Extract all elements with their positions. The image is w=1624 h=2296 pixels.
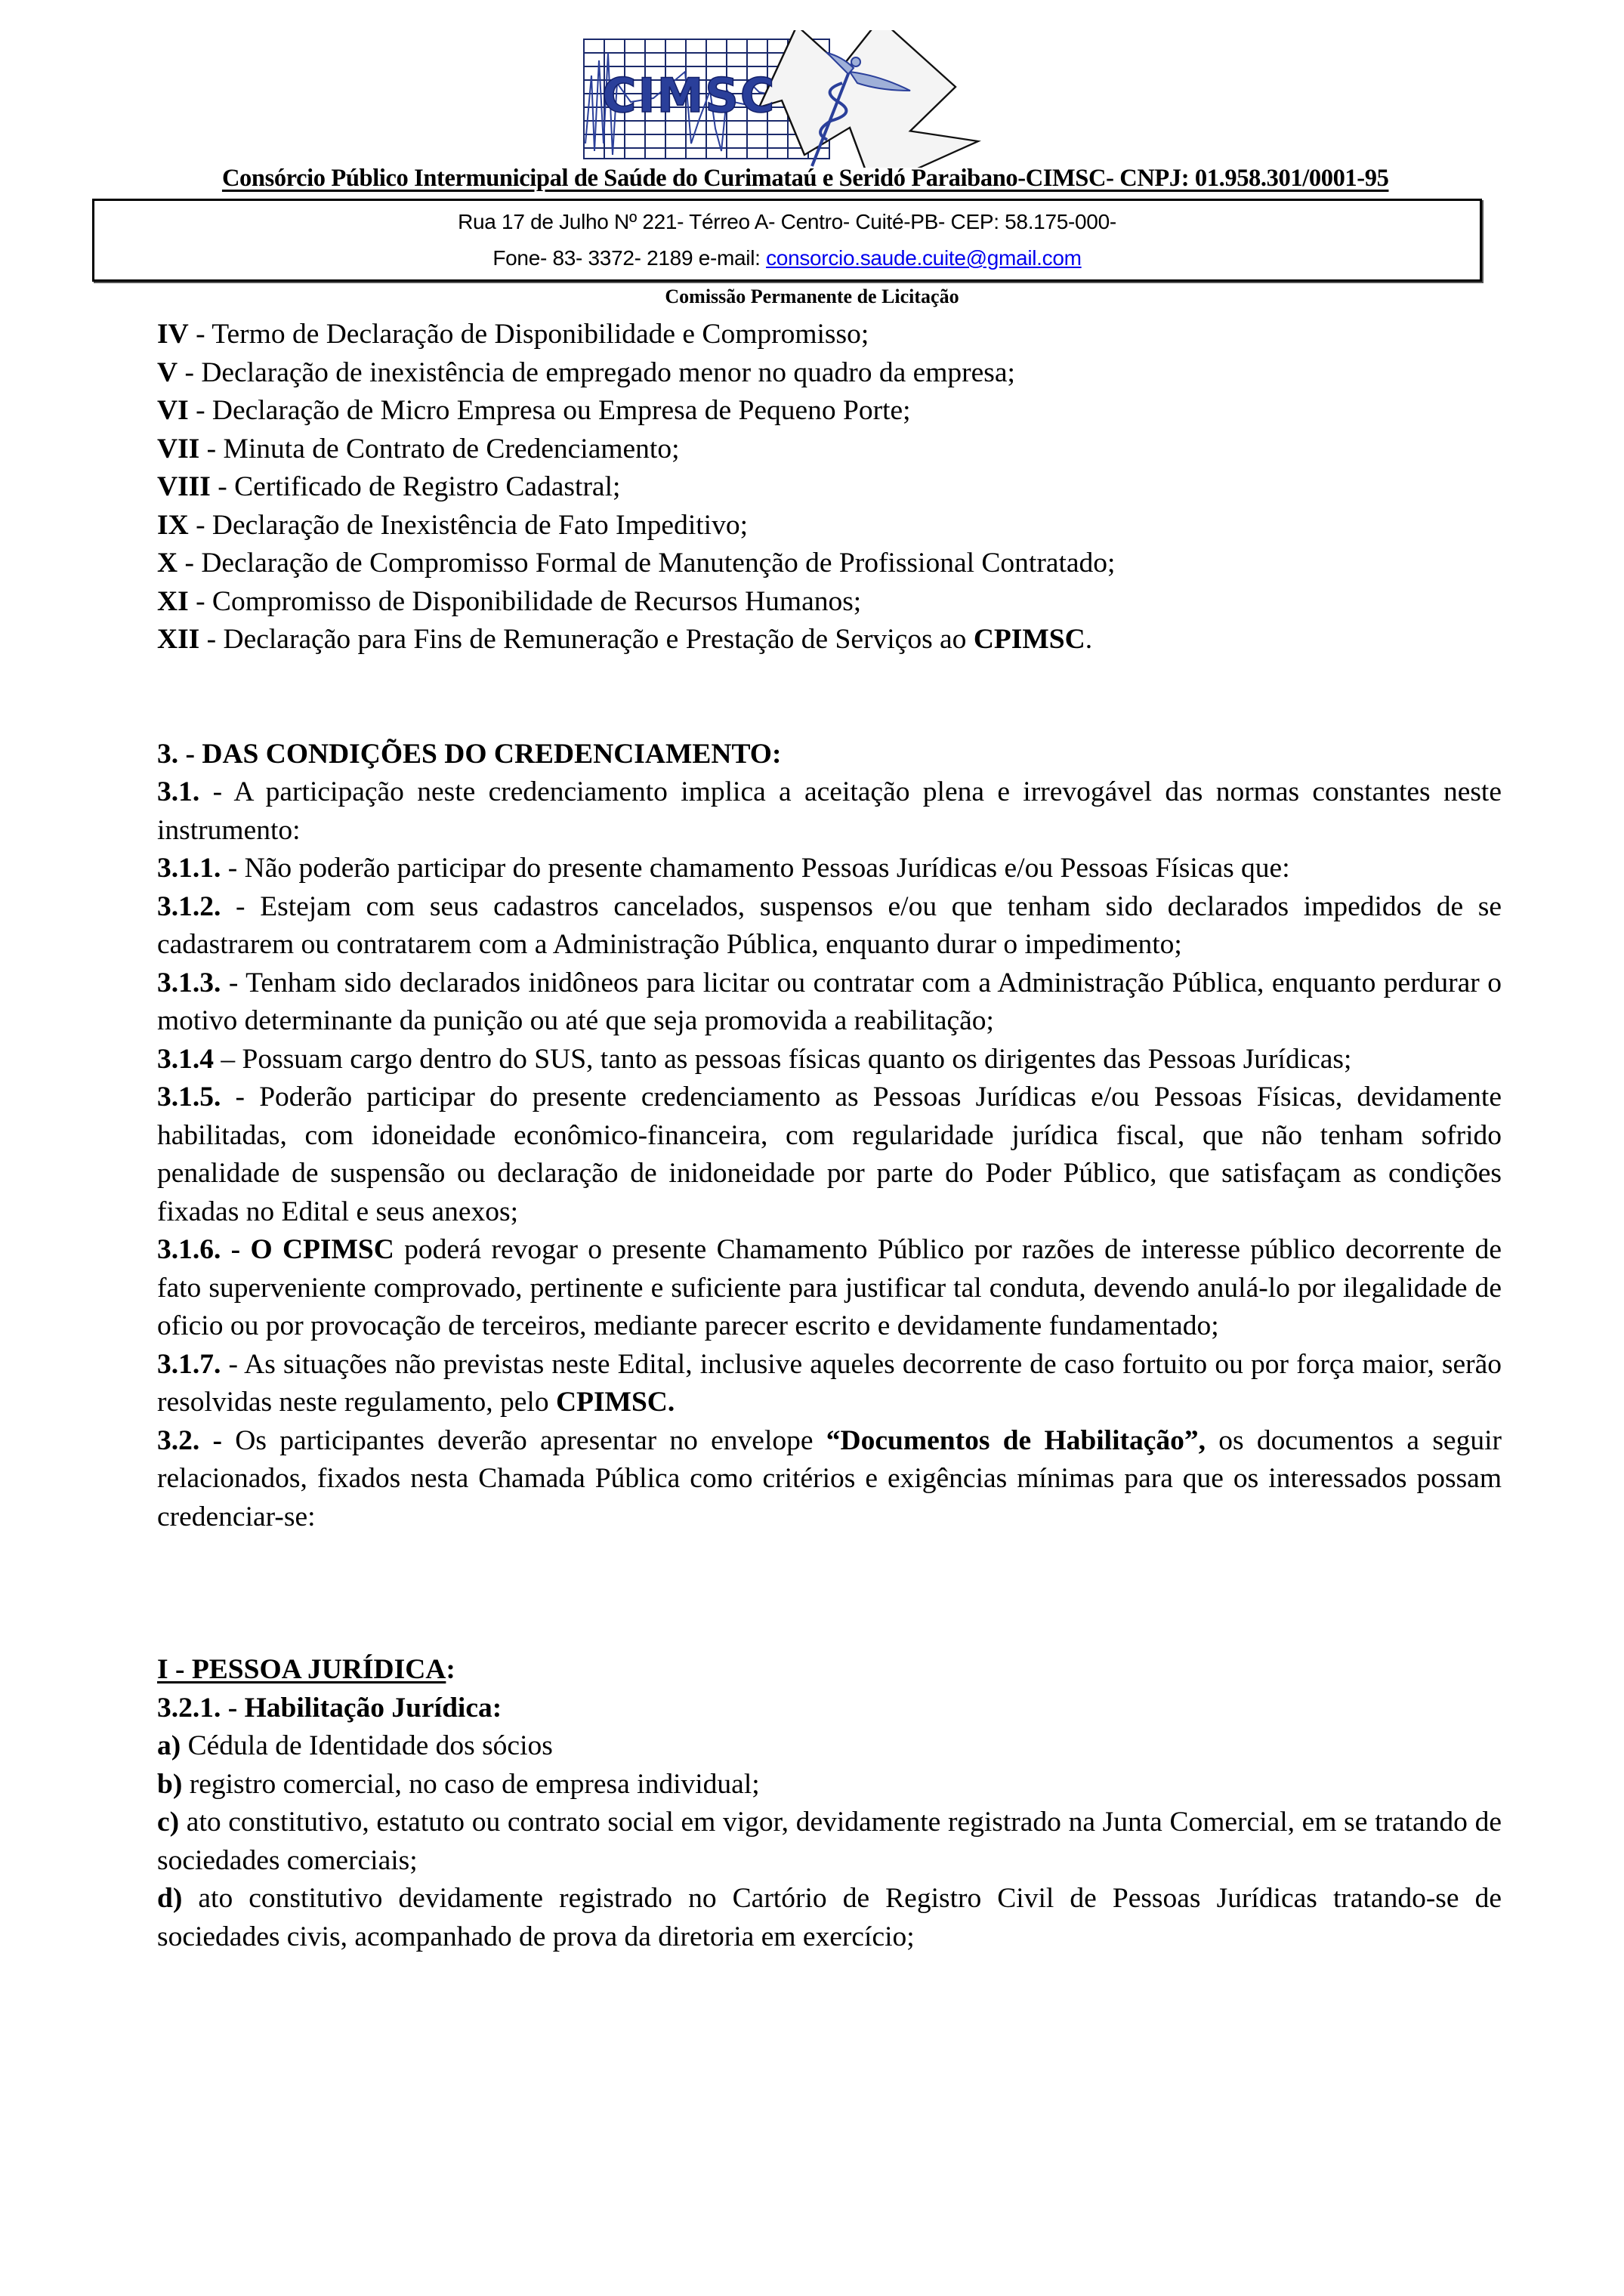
pessoa-juridica-heading: I - PESSOA JURÍDICA: [157,1654,455,1685]
annex-item: XI - Compromisso de Disponibilidade de Recursos Humanos; [157,585,862,617]
phone-text: Fone- 83- 3372- 2189 e-mail: [492,246,767,270]
section-3-heading: 3. - DAS CONDIÇÕES DO CREDENCIAMENTO: [157,738,782,770]
commission-label: Comissão Permanente de Licitação [665,285,959,307]
annex-list [157,316,1502,659]
caduceus-ecg-logo-icon [555,30,1107,168]
clause-3-1-2: 3.1.2. - Estejam com seus cadastros cancelados, suspensos e/ou que tenham sido declarados impedidos de se cadastrarem ou contratarem com a Administração Pública, enquanto durar o impedimento; [157,890,1502,960]
address-box [92,199,1482,282]
clause-3-2: 3.2. - Os participantes deverão apresentar no envelope “Documentos de Habilitação”, os documentos a seguir relacionados, fixados nesta Chamada Pública como critérios e exigências mínimas para que os interessados possam credenciar-se: [157,1424,1502,1532]
requirement-item-b: b) registro comercial, no caso de empresa individual; [157,1768,760,1800]
annex-item: IV - Termo de Declaração de Disponibilidade e Compromisso; [157,319,869,350]
address-line: Rua 17 de Julho Nº 221- Térreo A- Centro- Cuité-PB- CEP: 58.175-000- [458,210,1116,233]
email-link[interactable]: consorcio.saude.cuite@gmail.com [766,246,1082,270]
annex-item: X - Declaração de Compromisso Formal de Manutenção de Profissional Contratado; [157,548,1116,579]
clause-3-1-1: 3.1.1. - Não poderão participar do presente chamamento Pessoas Jurídicas e/ou Pessoas Físicas que: [157,853,1290,884]
annex-item: VII - Minuta de Contrato de Credenciamento; [157,433,680,464]
annex-item: XII - Declaração para Fins de Remuneração e Prestação de Serviços ao CPIMSC. [157,624,1093,655]
annex-item: IX - Declaração de Inexistência de Fato Impeditivo; [157,509,749,541]
requirement-item-d: d) ato constitutivo devidamente registrado no Cartório de Registro Civil de Pessoas Jurídicas tratando-se de sociedades civis, acompanhado de prova da diretoria em exercício; [157,1883,1502,1952]
clause-3-1-4: 3.1.4 – Possuam cargo dentro do SUS, tanto as pessoas físicas quanto os dirigentes das Pessoas Jurídicas; [157,1043,1352,1075]
annex-item: VI - Declaração de Micro Empresa ou Empresa de Pequeno Porte; [157,395,911,426]
contact-line [94,246,1480,270]
annex-item: VIII - Certificado de Registro Cadastral; [157,471,621,502]
clause-3-1-7: 3.1.7. - As situações não previstas neste Edital, inclusive aqueles decorrente de caso fortuito ou por força maior, serão resolvidas neste regulamento, pelo CPIMSC. [157,1348,1502,1418]
logo-text: CIMSC [602,68,776,123]
document-body [157,316,1502,1956]
clause-3-1-6: 3.1.6. - O CPIMSC poderá revogar o presente Chamamento Público por razões de interesse público decorrente de fato superveniente comprovado, pertinente e suficiente para justificar tal conduta, devendo anulá-lo por ilegalidade de oficio ou por provocação de terceiros, mediante parecer escrito e devidamente fundamentado; [157,1234,1502,1341]
cimsc-logo [555,30,1107,168]
clause-3-1-3: 3.1.3. - Tenham sido declarados inidôneos para licitar ou contratar com a Administração Pública, enquanto perdurar o motivo determinante da punição ou até que seja promovida a reabilitação; [157,967,1502,1036]
annex-item: V - Declaração de inexistência de empregado menor no quadro da empresa; [157,356,1015,388]
requirement-item-a: a) Cédula de Identidade dos sócios [157,1730,553,1761]
clause-3-1: 3.1. - A participação neste credenciamento implica a aceitação plena e irrevogável das normas constantes neste instrumento: [157,776,1502,846]
habilitacao-juridica-subheading: 3.2.1. - Habilitação Jurídica: [157,1692,502,1724]
clause-3-1-5: 3.1.5. - Poderão participar do presente credenciamento as Pessoas Jurídicas e/ou Pessoas Físicas, devidamente habilitadas, com idoneidade econômico-financeira, com regularidade jurídica fiscal, que não tenham sofrido penalidade de suspensão ou declaração de inidoneidade por parte do Poder Público, que satisfaçam as condições fixadas no Edital e seus anexos; [157,1082,1502,1227]
requirement-item-c: c) ato constitutivo, estatuto ou contrato social em vigor, devidamente registrado na Junta Comercial, em se tratando de sociedades comerciais; [157,1807,1502,1876]
organization-title: Consórcio Público Intermunicipal de Saúde do Curimataú e Seridó Paraibano-CIMSC- CNPJ: 01.958.301/0001-95 [221,165,1389,192]
